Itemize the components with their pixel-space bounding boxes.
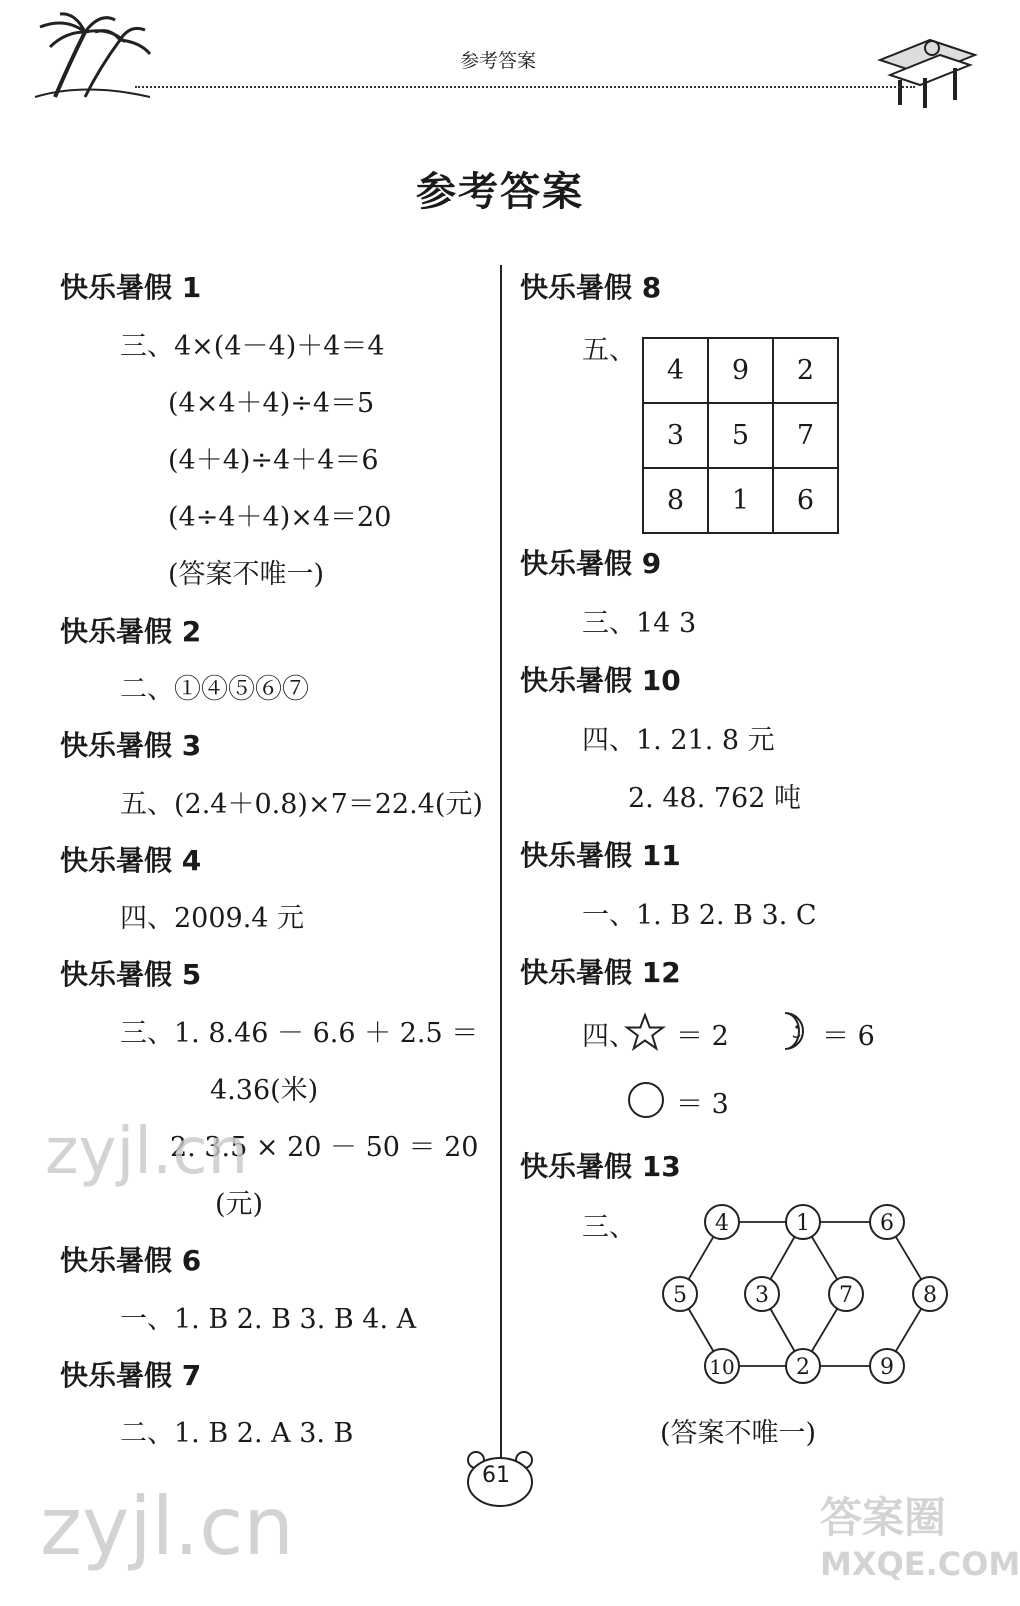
answer-line: (4＋4)÷4＋4＝6	[168, 445, 379, 476]
magic-cell: 2	[773, 338, 838, 403]
answer-value: ＝ 2	[676, 1021, 729, 1052]
answer-line: 五、(2.4＋0.8)×7＝22.4(元)	[120, 789, 483, 820]
section-heading-7: 快乐暑假 7	[60, 1359, 202, 1392]
answer-line: 四、2009.4 元	[120, 903, 305, 934]
circle-icon	[626, 1080, 666, 1120]
answer-line: 2. 48. 762 吨	[628, 783, 801, 814]
answer-line: 三、1. 8.46 － 6.6 ＋ 2.5 ＝	[120, 1018, 479, 1049]
section-heading-2: 快乐暑假 2	[60, 615, 202, 648]
answer-line: 4.36(米)	[210, 1075, 319, 1106]
magic-cell: 6	[773, 468, 838, 533]
graph-node-label: 3	[755, 1283, 769, 1308]
graph-node-label: 6	[880, 1211, 894, 1236]
answer-value: ＝ 3	[676, 1089, 729, 1120]
section-heading-8: 快乐暑假 8	[520, 271, 662, 304]
answer-line: 二、①④⑤⑥⑦	[120, 674, 309, 705]
watermark: zyjl.cn	[40, 1480, 294, 1573]
magic-cell: 4	[643, 338, 708, 403]
magic-cell: 9	[708, 338, 773, 403]
section-heading-9: 快乐暑假 9	[520, 547, 662, 580]
section-heading-4: 快乐暑假 4	[60, 844, 202, 877]
page-title: 参考答案	[416, 169, 584, 215]
answer-note: (答案不唯一)	[168, 559, 325, 590]
answer-line: (4÷4＋4)×4＝20	[168, 502, 392, 533]
answer-value: ＝ 6	[822, 1021, 875, 1052]
section-heading-1: 快乐暑假 1	[60, 271, 202, 304]
moon-icon	[775, 1010, 811, 1052]
section-heading-6: 快乐暑假 6	[60, 1244, 202, 1277]
watermark: 答案圈	[820, 1493, 947, 1542]
graph-node-label: 4	[715, 1211, 729, 1236]
section-heading-12: 快乐暑假 12	[520, 956, 681, 989]
graph-node-label: 10	[709, 1355, 735, 1379]
magic-square	[642, 337, 839, 534]
graph-node-label: 8	[923, 1283, 937, 1308]
section-heading-5: 快乐暑假 5	[60, 958, 202, 991]
answer-note: (答案不唯一)	[660, 1418, 817, 1449]
graph-node-label: 2	[796, 1355, 810, 1380]
answer-prefix: 五、	[582, 335, 636, 366]
graph-node-label: 1	[796, 1211, 810, 1236]
magic-cell: 1	[708, 468, 773, 533]
header-dotted-rule	[135, 86, 915, 88]
palm-tree-icon	[15, 12, 155, 102]
graph-node-label: 9	[880, 1355, 894, 1380]
magic-cell: 7	[773, 403, 838, 468]
page-number: 61	[482, 1463, 510, 1488]
section-heading-13: 快乐暑假 13	[520, 1150, 681, 1183]
answer-line: 三、4×(4－4)＋4＝4	[120, 331, 385, 362]
answer-line: (4×4＋4)÷4＝5	[168, 388, 375, 419]
answer-line: 二、1. B 2. A 3. B	[120, 1418, 354, 1449]
answer-line: 三、14 3	[582, 608, 697, 639]
section-heading-3: 快乐暑假 3	[60, 729, 202, 762]
answer-line: (元)	[215, 1189, 264, 1220]
answer-prefix: 三、	[582, 1212, 636, 1243]
answer-line: 四、1. 21. 8 元	[582, 725, 775, 756]
picnic-bench-icon	[870, 20, 980, 110]
magic-cell: 3	[643, 403, 708, 468]
magic-cell: 5	[708, 403, 773, 468]
number-graph	[650, 1200, 950, 1400]
header-title: 参考答案	[460, 50, 537, 72]
magic-cell: 8	[643, 468, 708, 533]
section-heading-10: 快乐暑假 10	[520, 664, 681, 697]
graph-node-label: 7	[839, 1283, 853, 1308]
answer-line: 一、1. B 2. B 3. C	[582, 900, 817, 931]
answer-line: 一、1. B 2. B 3. B 4. A	[120, 1304, 417, 1335]
answer-prefix: 四、	[582, 1021, 636, 1052]
star-icon	[625, 1013, 665, 1051]
section-heading-11: 快乐暑假 11	[520, 839, 681, 872]
watermark: MXQE.COM	[820, 1545, 1020, 1583]
answer-line: 2. 3.5 × 20 － 50 ＝ 20	[170, 1132, 479, 1163]
graph-node-label: 5	[673, 1283, 687, 1308]
watermark: zyjl.cn	[45, 1115, 249, 1189]
column-divider	[500, 265, 502, 1475]
